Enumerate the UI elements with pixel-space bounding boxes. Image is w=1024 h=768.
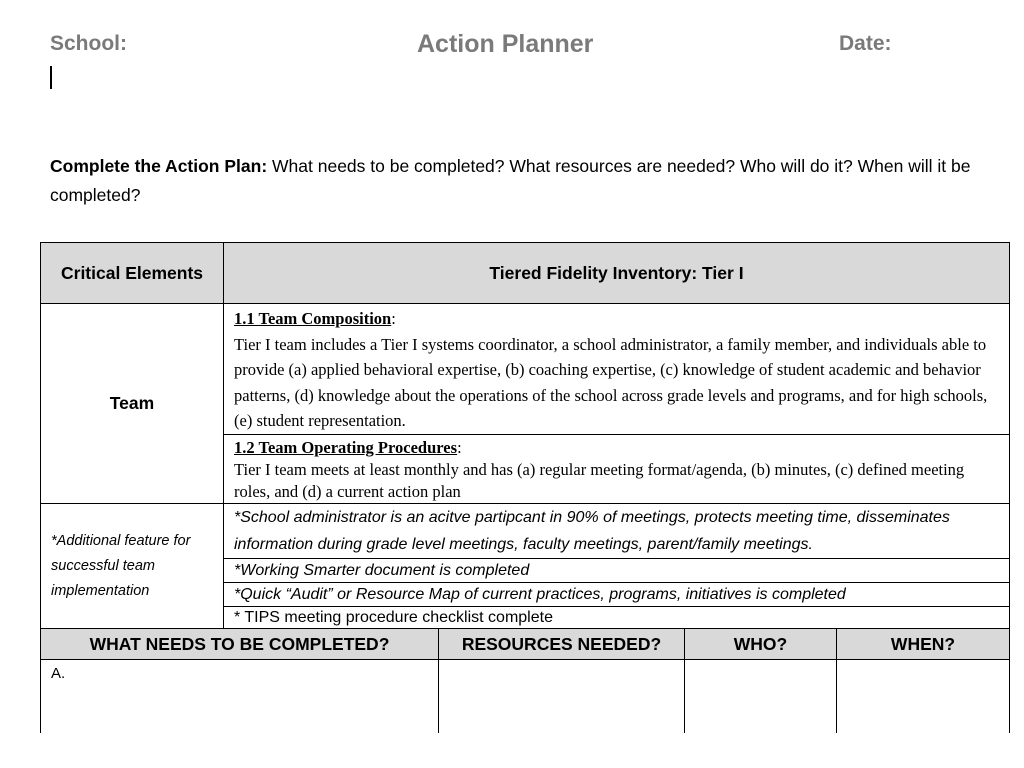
resources-header: RESOURCES NEEDED? (439, 629, 685, 660)
feature-item: * TIPS meeting procedure checklist complete (224, 606, 1010, 629)
tfi-header: Tiered Fidelity Inventory: Tier I (224, 243, 1010, 304)
team-composition-text: Tier I team includes a Tier I systems coordinator, a school administrator, a family member, and individuals able to provide (a) applied behavioral expertise, (b) coaching expertise, (c) knowledge of student academic and behavior patterns, (d) knowledge about the operations of the school across grade levels and programs, and for high schools, (e) student representation. (234, 334, 988, 431)
team-operating-cell: 1.2 Team Operating Procedures: Tier I team meets at least monthly and has (a) regular meeting format/agenda, (b) minutes, (c) defined meeting roles, and (d) a current action plan (224, 434, 1010, 503)
page-crop (0, 733, 1024, 768)
team-label: Team (41, 304, 224, 504)
team-operating-heading: 1.2 Team Operating Procedures (234, 437, 458, 457)
who-header: WHO? (685, 629, 837, 660)
action-table (40, 628, 1010, 746)
instructions-lead: Complete the Action Plan: (50, 156, 268, 176)
text-cursor (50, 66, 52, 89)
when-header: WHEN? (837, 629, 1010, 660)
critical-elements-header: Critical Elements (41, 243, 224, 304)
team-operating-text: Tier I team meets at least monthly and has (a) regular meeting format/agenda, (b) minutes, (c) defined meeting roles, and (d) a current action plan (234, 459, 965, 501)
what-cell[interactable]: A. (41, 660, 439, 746)
feature-item: *Working Smarter document is completed (224, 558, 1010, 582)
feature-item: *School administrator is an acitve partipcant in 90% of meetings, protects meeting time, disseminates information during grade level meetings, faculty meetings, parent/family meetings. (224, 503, 1010, 558)
additional-feature-label: *Additional feature for successful team implementation (41, 503, 224, 629)
date-label: Date: (839, 32, 892, 55)
feature-item: *Quick “Audit” or Resource Map of current practices, programs, initiatives is completed (224, 582, 1010, 606)
team-composition-heading: 1.1 Team Composition (234, 309, 392, 328)
instructions (50, 152, 1000, 210)
team-composition-cell: 1.1 Team Composition: Tier I team includes a Tier I systems coordinator, a school administrator, a family member, and individuals able to provide (a) applied behavioral expertise, (b) coaching expertise, (c) knowledge of student academic and behavior patterns, (d) knowledge about the operations of the school across grade levels and programs, and for high schools, (e) student representation. (224, 304, 1010, 435)
instructions-text: What needs to be completed? What resources are needed? Who will do it? When will it be completed? (50, 156, 971, 205)
what-header: WHAT NEEDS TO BE COMPLETED? (41, 629, 439, 660)
school-label: School: (50, 32, 127, 55)
fidelity-table (40, 242, 1010, 630)
page-title: Action Planner (417, 30, 594, 58)
